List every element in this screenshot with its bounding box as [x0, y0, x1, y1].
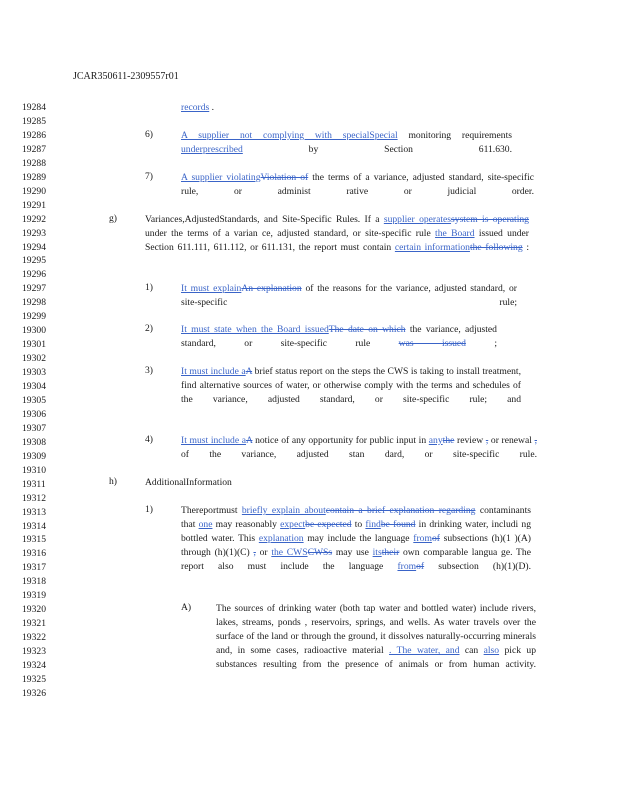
- text: :: [522, 242, 529, 254]
- text: of the variance, adjusted stan dard, or site-specific rule.: [181, 449, 537, 461]
- text: may use: [332, 547, 373, 559]
- text: or renewal: [488, 435, 535, 446]
- line-number: 19297: [22, 283, 46, 295]
- deleted-text: The date on which: [328, 324, 406, 335]
- inserted-text: any: [428, 435, 443, 446]
- text: under the terms of a varian ce, adjusted standard, or site-specific rule: [145, 228, 436, 240]
- text: monitoring requirements: [397, 130, 512, 141]
- line-number: 19326: [22, 687, 46, 699]
- deleted-text: A: [245, 366, 253, 377]
- inserted-text: certain information: [394, 242, 470, 254]
- text: The sources of drinking water (both tap water and bottled water) include rivers, lakes, streams, ponds , reservoirs, springs, and wells. As water travels over the surface of the land or through the ground, it dissolves naturally-occurring minerals and, in some cases, radioactive material: [216, 603, 536, 657]
- text: pick up substances resulting from the presence of animals or from human activity.: [216, 645, 536, 671]
- line-number: 19320: [22, 604, 46, 616]
- deleted-text: the following: [469, 242, 523, 254]
- inserted-text: find: [365, 519, 381, 531]
- item-hA-text: [216, 602, 536, 672]
- line-number: 19324: [22, 660, 46, 671]
- line-number: 19321: [22, 618, 46, 630]
- line-number: 19319: [22, 590, 46, 602]
- deleted-text: ,: [253, 547, 256, 559]
- deleted-text: be expected: [305, 519, 352, 531]
- text: contaminants that: [181, 505, 531, 531]
- text: the terms of a variance, adjusted standard, site-specific rule, or administ rative or judicial order.: [181, 172, 534, 198]
- line-number: 19304: [22, 381, 46, 392]
- inserted-text: its: [372, 547, 382, 559]
- item-marker-hA: A): [181, 602, 192, 613]
- section-h-title: AdditionalInformation: [145, 477, 232, 488]
- item-marker-g1: 1): [145, 282, 153, 293]
- line-number: 19301: [22, 339, 46, 351]
- line-number: 19310: [22, 464, 46, 476]
- line-number: 19325: [22, 673, 46, 685]
- inserted-text: from: [413, 533, 432, 545]
- item-marker-g3: 3): [145, 365, 153, 376]
- text: review: [454, 435, 486, 446]
- text: subsection (h)(1)(D).: [424, 561, 532, 573]
- line-number: 19316: [22, 548, 46, 560]
- inserted-text: A supplier not complying with special: [181, 130, 370, 141]
- inserted-text: supplier operates: [383, 214, 452, 225]
- deleted-text: the: [442, 435, 455, 446]
- deleted-text: contain a brief explanation regarding: [325, 505, 476, 516]
- inserted-text: from: [397, 561, 417, 573]
- text: brief status report on the steps the CWS is taking to install treatment, find alternative sources of water, or otherwise comply with the terms and schedules of the variance, adjusted standard, or site-specific rule; and: [181, 366, 521, 406]
- document-id-header: JCAR350611-2309557r01: [73, 71, 179, 82]
- inserted-text: one: [198, 519, 213, 531]
- deleted-text: system is operating: [451, 214, 529, 225]
- text: notice of any opportunity for public input in: [252, 435, 429, 446]
- line-number: 19299: [22, 311, 46, 323]
- deleted-text: their: [381, 547, 400, 559]
- item-6-text: [181, 129, 512, 157]
- inserted-text: the Board: [435, 228, 475, 240]
- text: the variance, adjusted standard, or site-specific rule: [181, 324, 497, 350]
- item-g2-text: [181, 323, 497, 351]
- section-g-text: [145, 213, 529, 255]
- inserted-text: A supplier violating: [181, 172, 261, 183]
- text: ;: [465, 338, 497, 350]
- text: in drinking water, includi ng bottled water. This: [181, 519, 531, 545]
- text: to: [351, 519, 366, 531]
- inserted-text: underprescribed: [181, 144, 243, 156]
- line-number: 19298: [22, 297, 46, 309]
- text: Thereportmust: [181, 505, 242, 516]
- line-number: 19290: [22, 185, 46, 197]
- deleted-text: An explanation: [241, 283, 302, 294]
- item-7-text: [181, 171, 534, 199]
- line-number: 19311: [22, 478, 46, 490]
- line-number: 19292: [22, 213, 46, 225]
- item-marker-h1: 1): [145, 504, 153, 515]
- line-number: 19305: [22, 394, 46, 406]
- section-marker-h: h): [109, 476, 117, 487]
- line-number: 19322: [22, 632, 46, 644]
- line-number: 19296: [22, 269, 46, 281]
- text: own comparable langua ge. The report also must include the language: [181, 547, 531, 573]
- line-number: 19293: [22, 227, 46, 239]
- line-number: 19295: [22, 255, 46, 267]
- deleted-text: be found: [380, 519, 416, 531]
- line-number: 19286: [22, 129, 46, 141]
- line-number: 19284: [22, 102, 46, 113]
- item-h1-text: [181, 504, 531, 574]
- item-g4-text: [181, 434, 537, 462]
- text: may include the language: [303, 533, 414, 545]
- inserted-text: explanation: [258, 533, 304, 545]
- deleted-text: was issued: [398, 338, 466, 350]
- item-marker-g2: 2): [145, 323, 153, 334]
- line-number: 19318: [22, 576, 46, 588]
- line-number: 19300: [22, 325, 46, 337]
- text: of the reasons for the variance, adjusted standard, or site-specific rule;: [181, 283, 517, 309]
- text: issued under Section 611.111, 611.112, or 611.131, the report must contain: [145, 228, 530, 254]
- inserted-text: It must state when the Board issued: [181, 324, 329, 335]
- deleted-text: Violation of: [260, 172, 309, 183]
- line-number: 19285: [22, 115, 46, 127]
- text: .: [209, 102, 215, 113]
- line-number: 19312: [22, 492, 46, 504]
- inserted-text: expect: [280, 519, 306, 531]
- inserted-text: . The water, and: [389, 645, 460, 657]
- text: may reasonably: [212, 519, 281, 531]
- text: by Section 611.630.: [242, 144, 512, 156]
- line-number: 19307: [22, 422, 46, 434]
- inserted-text: the CWS: [271, 547, 308, 559]
- line-number: 19302: [22, 353, 46, 365]
- inserted-text: Special: [369, 130, 398, 141]
- text: Variances,AdjustedStandards, and Site-Specific Rules. If a: [145, 214, 384, 225]
- item-g3-text: [181, 365, 521, 407]
- line-number: 19287: [22, 143, 46, 155]
- line-number: 19314: [22, 520, 46, 532]
- deleted-text: of: [416, 561, 425, 573]
- line-number: 19323: [22, 646, 46, 658]
- line-number: 19309: [22, 450, 46, 462]
- line-number: 19306: [22, 408, 46, 420]
- inserted-text: records: [181, 102, 210, 113]
- line-number: 19313: [22, 506, 46, 518]
- continuation-line: [181, 101, 214, 115]
- inserted-text: It must include a: [181, 435, 247, 446]
- item-marker-7: 7): [145, 171, 153, 182]
- inserted-text: briefly explain about: [241, 505, 326, 516]
- deleted-text: A: [246, 435, 253, 446]
- text: or: [255, 547, 272, 559]
- line-number: 19308: [22, 436, 46, 448]
- deleted-text: ,: [534, 435, 537, 446]
- text: can: [459, 645, 484, 657]
- deleted-text: of: [431, 533, 440, 545]
- item-marker-6: 6): [145, 129, 153, 140]
- line-number: 19303: [22, 367, 46, 379]
- line-number: 19289: [22, 171, 46, 183]
- item-g1-text: [181, 282, 517, 310]
- inserted-text: It must include a: [181, 366, 246, 377]
- line-number: 19294: [22, 241, 46, 253]
- item-marker-g4: 4): [145, 434, 153, 445]
- section-marker-g: g): [109, 213, 117, 224]
- inserted-text: It must explain: [181, 283, 242, 294]
- line-number: 19291: [22, 199, 46, 211]
- line-number: 19315: [22, 534, 46, 546]
- line-number: 19288: [22, 157, 46, 169]
- inserted-text: also: [483, 645, 500, 657]
- deleted-text: CWSs: [307, 547, 333, 559]
- line-number: 19317: [22, 562, 46, 574]
- deleted-text: ,: [485, 435, 489, 446]
- text: subsections (h)(1 )(A) through (h)(1)(C): [181, 533, 531, 559]
